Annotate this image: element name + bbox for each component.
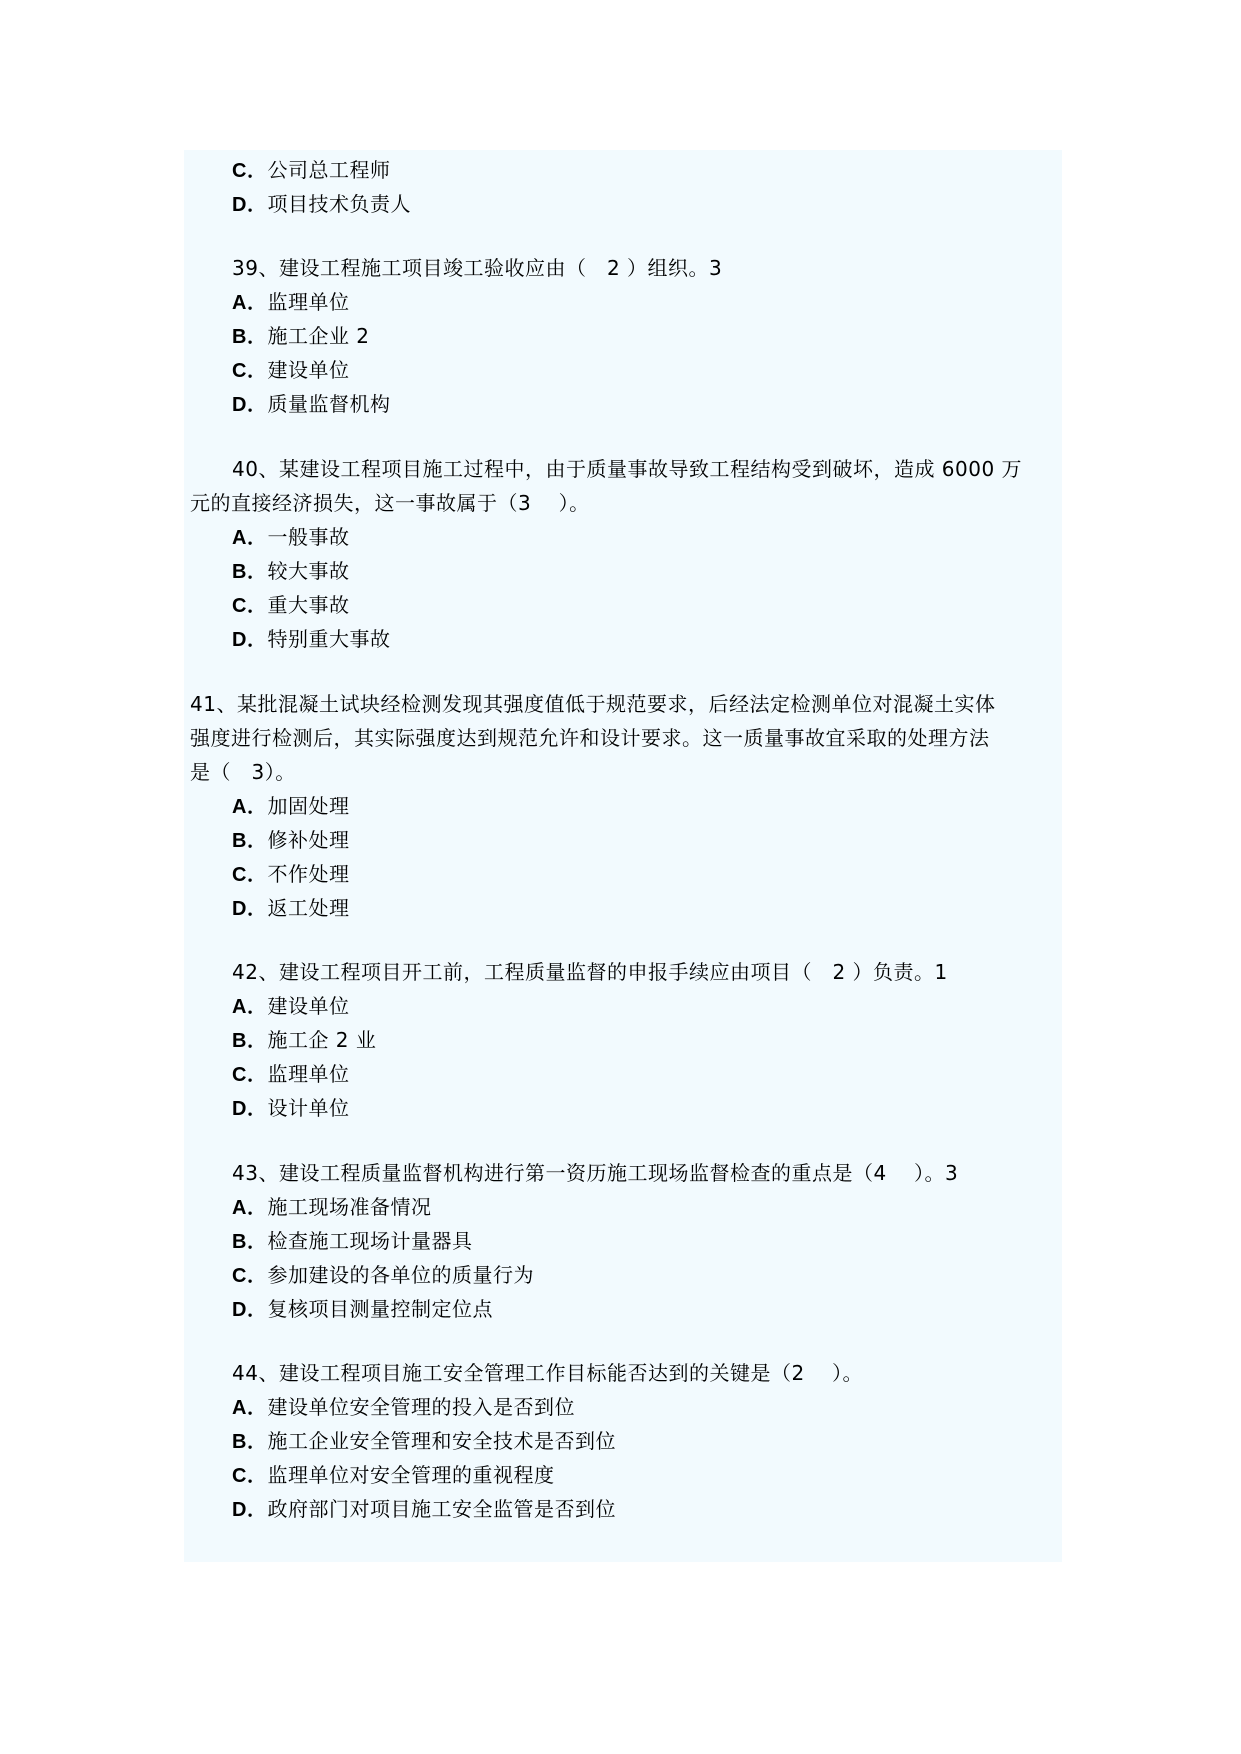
question-40-text-line1: 40、某建设工程项目施工过程中，由于质量事故导致工程结构受到破坏，造成 6000 万 (232, 457, 1023, 481)
q44-option-a: A．建设单位安全管理的投入是否到位 (232, 1395, 575, 1419)
q42-option-a: A．建设单位 (232, 994, 350, 1018)
question-44-text: 44、建设工程项目施工安全管理工作目标能否达到的关键是（2 ）。 (232, 1361, 864, 1385)
q39-option-b: B．施工企业 2 (232, 324, 370, 348)
question-42-text: 42、建设工程项目开工前，工程质量监督的申报手续应由项目（ 2 ）负责。1 (232, 960, 948, 984)
question-39-text: 39、建设工程施工项目竣工验收应由（ 2 ）组织。3 (232, 256, 723, 280)
q41-option-a: A．加固处理 (232, 794, 350, 818)
q43-option-b: B．检查施工现场计量器具 (232, 1229, 473, 1253)
question-40-text-line2: 元的直接经济损失，这一事故属于（3 ）。 (190, 491, 590, 515)
q43-option-a: A．施工现场准备情况 (232, 1195, 432, 1219)
q43-option-c: C．参加建设的各单位的质量行为 (232, 1263, 534, 1287)
q39-option-d: D．质量监督机构 (232, 392, 391, 416)
q40-option-c: C．重大事故 (232, 593, 350, 617)
question-41-text-line1: 41、某批混凝土试块经检测发现其强度值低于规范要求，后经法定检测单位对混凝土实体 (190, 692, 996, 716)
option-d-prev: D．项目技术负责人 (232, 192, 411, 216)
question-41-text-line2: 强度进行检测后，其实际强度达到规范允许和设计要求。这一质量事故宜采取的处理方法 (190, 726, 990, 750)
q44-option-d: D．政府部门对项目施工安全监管是否到位 (232, 1497, 616, 1521)
q40-option-a: A．一般事故 (232, 525, 350, 549)
q44-option-b: B．施工企业安全管理和安全技术是否到位 (232, 1429, 616, 1453)
q41-option-c: C．不作处理 (232, 862, 350, 886)
q43-option-d: D．复核项目测量控制定位点 (232, 1297, 493, 1321)
q42-option-b: B．施工企 2 业 (232, 1028, 377, 1052)
q39-option-c: C．建设单位 (232, 358, 350, 382)
option-c-prev: C．公司总工程师 (232, 158, 391, 182)
q42-option-c: C．监理单位 (232, 1062, 350, 1086)
q41-option-d: D．返工处理 (232, 896, 350, 920)
q41-option-b: B．修补处理 (232, 828, 350, 852)
question-43-text: 43、建设工程质量监督机构进行第一资历施工现场监督检查的重点是（4 ）。3 (232, 1161, 959, 1185)
question-41-text-line3: 是（ 3）。 (190, 760, 296, 784)
q44-option-c: C．监理单位对安全管理的重视程度 (232, 1463, 555, 1487)
q40-option-d: D．特别重大事故 (232, 627, 391, 651)
q40-option-b: B．较大事故 (232, 559, 350, 583)
q42-option-d: D．设计单位 (232, 1096, 350, 1120)
q39-option-a: A．监理单位 (232, 290, 350, 314)
